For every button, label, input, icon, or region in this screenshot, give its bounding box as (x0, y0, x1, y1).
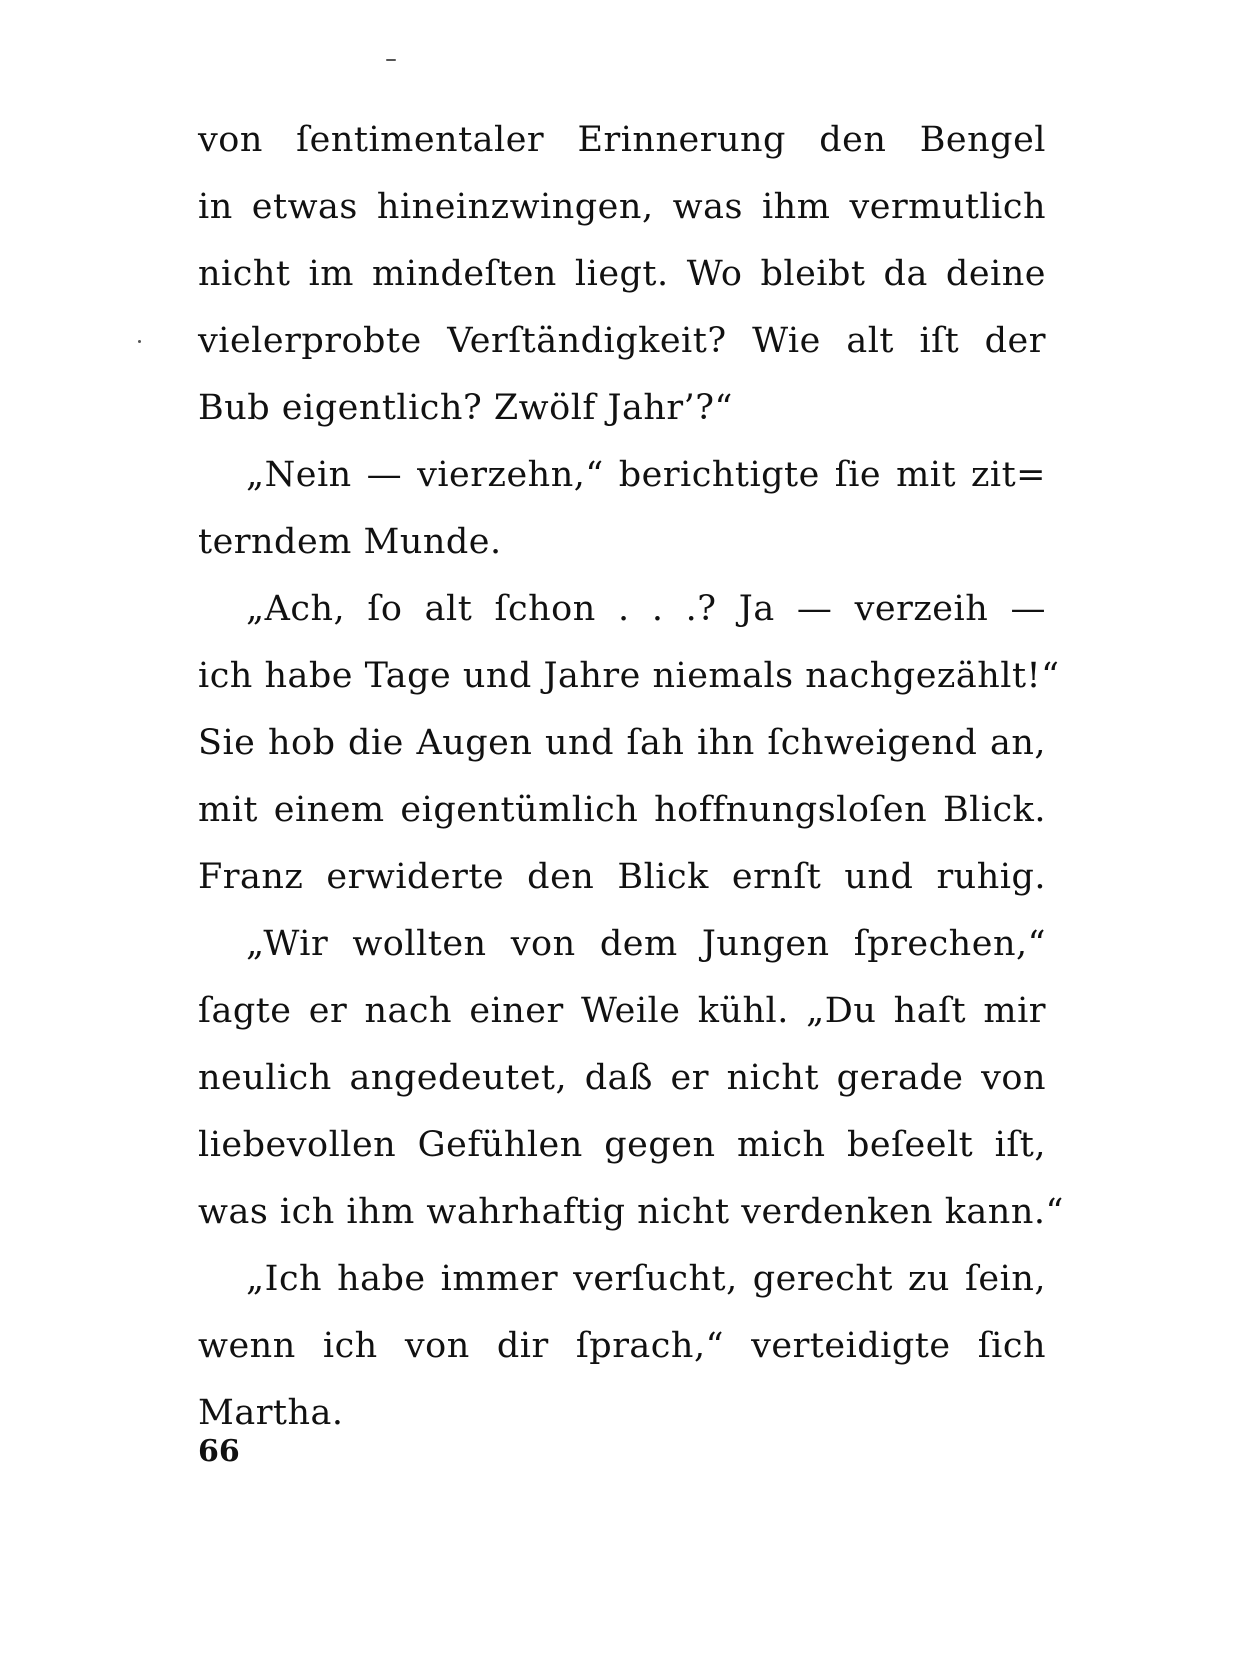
text-line: „Nein — vierzehn,“ berichtigte ſie mit zit= (246, 455, 1046, 495)
text-line: mit einem eigentümlich hoffnungsloſen Blick. (198, 790, 1046, 830)
print-speck (386, 59, 396, 61)
text-line: vielerprobte Verſtändigkeit? Wie alt iſt der (198, 321, 1046, 361)
text-line: ſagte er nach einer Weile kühl. „Du haſt mir (198, 991, 1046, 1031)
text-line: „Ich habe immer verſucht, gerecht zu ſein, (246, 1259, 1046, 1299)
text-line: Sie hob die Augen und ſah ihn ſchweigend an, (198, 723, 1046, 763)
text-line: Martha. (198, 1393, 344, 1433)
text-line: neulich angedeutet, daß er nicht gerade von (198, 1058, 1046, 1098)
text-line: nicht im mindeſten liegt. Wo bleibt da deine (198, 254, 1046, 294)
text-line: Bub eigentlich? Zwölf Jahr’?“ (198, 388, 733, 428)
print-speck (138, 340, 141, 343)
text-line: liebevollen Gefühlen gegen mich beſeelt iſt, (198, 1125, 1046, 1165)
text-line: terndem Munde. (198, 522, 502, 562)
text-line: von ſentimentaler Erinnerung den Bengel (198, 120, 1046, 160)
text-line: ich habe Tage und Jahre niemals nachgezählt!“ (198, 656, 1060, 696)
text-line: „Wir wollten von dem Jungen ſprechen,“ (246, 924, 1046, 964)
text-line: Franz erwiderte den Blick ernſt und ruhig. (198, 857, 1046, 897)
text-line: in etwas hineinzwingen, was ihm vermutlich (198, 187, 1046, 227)
text-line: „Ach, ſo alt ſchon . . .? Ja — verzeih — (246, 589, 1046, 629)
page-number: 66 (198, 1434, 240, 1469)
text-line: was ich ihm wahrhaftig nicht verdenken kann.“ (198, 1192, 1064, 1232)
text-line: wenn ich von dir ſprach,“ verteidigte ſich (198, 1326, 1046, 1366)
